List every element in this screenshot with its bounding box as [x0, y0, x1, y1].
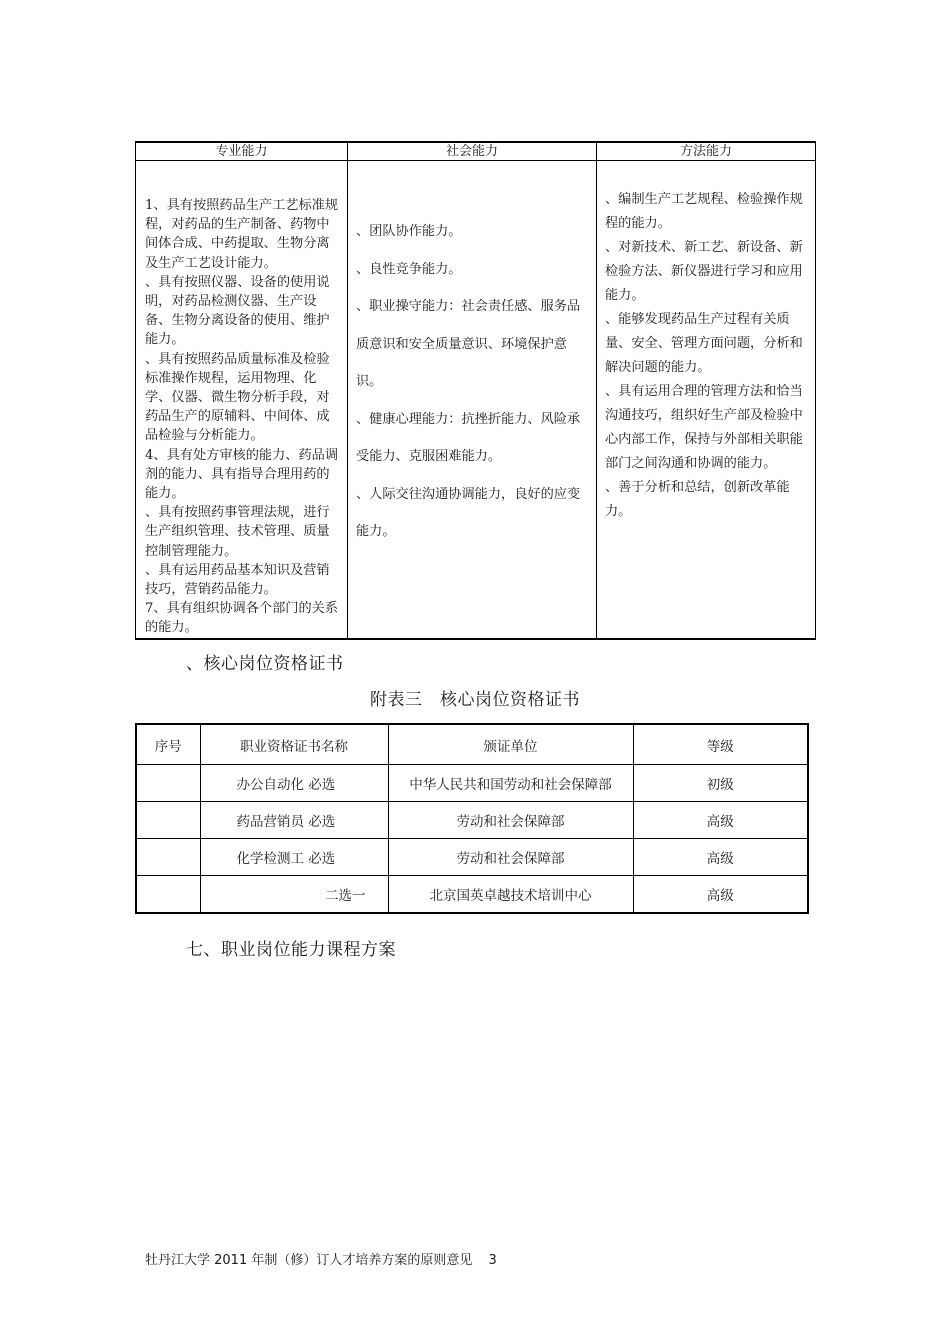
- cert-header-row: [136, 724, 808, 765]
- cert-level: 初级: [633, 765, 808, 802]
- cert-issuer: 北京国英卓越技术培训中心: [388, 876, 633, 914]
- professional-item: 4、具有处方审核的能力、药品调剂的能力、具有指导合理用药的能力。: [145, 447, 339, 502]
- professional-item: 、具有运用药品基本知识及营销技巧，营销药品能力。: [145, 562, 330, 598]
- page-footer: [145, 1249, 497, 1268]
- section-cert-heading: 、核心岗位资格证书: [186, 654, 344, 674]
- professional-item: 、具有按照药事管理法规，进行生产组织管理、技术管理、质量控制管理能力。: [145, 505, 330, 559]
- social-item: 、职业操守能力：社会责任感、服务品质意识和安全质量意识、环境保护意识。: [356, 299, 581, 389]
- cert-issuer: 中华人民共和国劳动和社会保障部: [388, 765, 633, 802]
- table-row: [136, 876, 808, 914]
- cert-name: 药品营销员 必选: [200, 802, 388, 839]
- table-row: [136, 802, 808, 839]
- cert-name: 化学检测工 必选: [200, 839, 388, 876]
- cert-table: [135, 723, 809, 914]
- method-ability-cell: [597, 161, 816, 639]
- abilities-body-row: [136, 161, 816, 639]
- header-professional: 专业能力: [136, 142, 348, 161]
- cert-no: [136, 802, 200, 839]
- method-item: 、善于分析和总结，创新改革能力。: [605, 480, 790, 519]
- cert-level: 高级: [633, 876, 808, 914]
- cert-no: [136, 839, 200, 876]
- social-item: 、人际交往沟通协调能力，良好的应变能力。: [356, 486, 581, 539]
- header-cert-name: 职业资格证书名称: [200, 724, 388, 765]
- social-item: 、良性竞争能力。: [356, 261, 462, 277]
- social-item: 、健康心理能力：抗挫折能力、风险承受能力、克服困难能力。: [356, 411, 581, 464]
- social-ability-cell: [348, 161, 597, 639]
- professional-ability-cell: [136, 161, 348, 639]
- professional-item: 、具有按照仪器、设备的使用说明，对药品检测仪器、生产设备、生物分离设备的使用、维护能力。: [145, 274, 330, 348]
- header-level: 等级: [633, 724, 808, 765]
- cert-issuer: 劳动和社会保障部: [388, 802, 633, 839]
- header-social: 社会能力: [348, 142, 597, 161]
- cert-table-caption: 附表三 核心岗位资格证书: [370, 690, 580, 710]
- professional-item: 7、具有组织协调各个部门的关系的能力。: [145, 601, 339, 636]
- cert-issuer: 劳动和社会保障部: [388, 839, 633, 876]
- cert-name: 二选一: [200, 876, 388, 914]
- section-seven-heading: 七、职业岗位能力课程方案: [186, 940, 396, 960]
- header-no: 序号: [136, 724, 200, 765]
- social-item: 、团队协作能力。: [356, 224, 462, 239]
- header-issuer: 颁证单位: [388, 724, 633, 765]
- cert-level: 高级: [633, 839, 808, 876]
- professional-item: 、具有按照药品质量标准及检验标准操作规程，运用物理、化学、仪器、微生物分析手段，对药品生产的原辅料、中间体、成品检验与分析能力。: [145, 351, 330, 444]
- method-item: 、编制生产工艺规程、检验操作规程的能力。: [605, 192, 803, 231]
- method-item: 、具有运用合理的管理方法和恰当沟通技巧，组织好生产部及检验中心内部工作，保持与外部相关职能部门之间沟通和协调的能力。: [605, 384, 803, 471]
- abilities-table: [135, 141, 816, 640]
- page-number: 3: [488, 1253, 497, 1268]
- professional-item: 1、具有按照药品生产工艺标准规程，对药品的生产制备、药物中间体合成、中药提取、生物分离及生产工艺设计能力。: [145, 198, 339, 271]
- cert-no: [136, 876, 200, 914]
- cert-level: 高级: [633, 802, 808, 839]
- cert-no: [136, 765, 200, 802]
- method-item: 、能够发现药品生产过程有关质量、安全、管理方面问题，分析和解决问题的能力。: [605, 312, 803, 375]
- table-row: [136, 839, 808, 876]
- table-row: [136, 765, 808, 802]
- footer-text: 牡丹江大学 2011 年制（修）订人才培养方案的原则意见: [145, 1253, 473, 1268]
- cert-name: 办公自动化 必选: [200, 765, 388, 802]
- method-item: 、对新技术、新工艺、新设备、新检验方法、新仪器进行学习和应用能力。: [605, 240, 803, 303]
- abilities-header-row: [136, 142, 816, 161]
- header-method: 方法能力: [597, 142, 816, 161]
